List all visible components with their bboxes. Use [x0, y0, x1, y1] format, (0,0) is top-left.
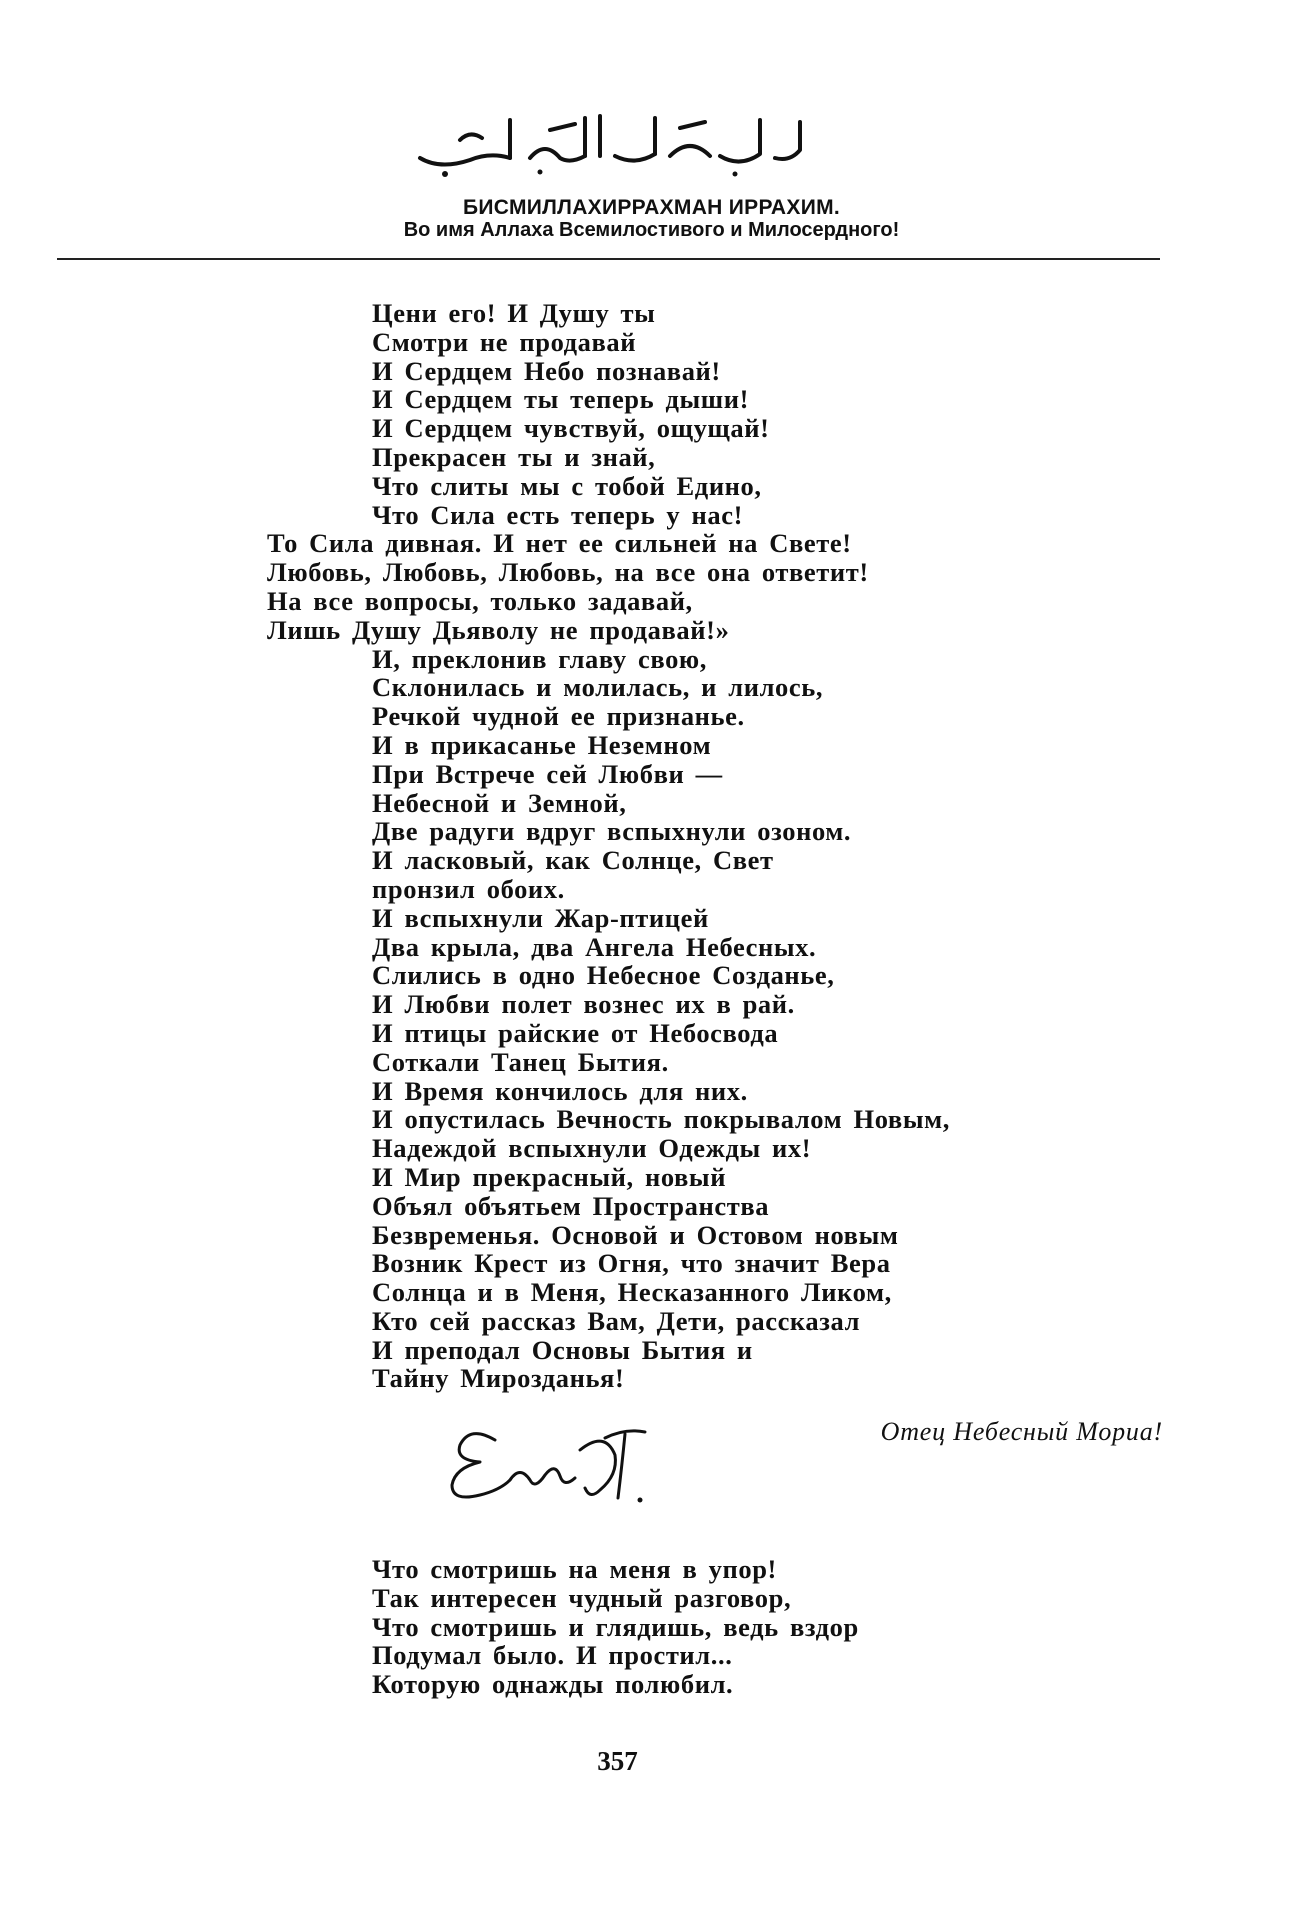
header-subtitle: Во имя Аллаха Всемилостивого и Милосердного!: [403, 219, 900, 241]
poem-line: Лишь Душу Дьяволу не продавай!»: [267, 614, 730, 645]
poem-line: Солнца и в Меня, Несказанного Ликом,: [372, 1277, 892, 1308]
header-title: БИСМИЛЛАХИРРАХМАН ИРРАХИМ.: [462, 196, 841, 219]
poem-line: И Любви полет вознес их в рай.: [372, 989, 795, 1020]
poem-line: Небесной и Земной,: [372, 787, 627, 818]
poem-line: Кто сей рассказ Вам, Дети, рассказал: [372, 1305, 861, 1336]
poem-line: Слились в одно Небесное Созданье,: [372, 960, 835, 991]
poem-line: И, преклонив главу свою,: [372, 643, 707, 674]
poem-line: На все вопросы, только задавай,: [267, 585, 693, 616]
poem-line: Прекрасен ты и знай,: [372, 441, 656, 472]
poem-line: И Сердцем ты теперь дыши!: [372, 384, 750, 415]
page-number: 357: [597, 1746, 638, 1776]
poem-line: И вспыхнули Жар-птицей: [372, 902, 709, 933]
poem-line: Что смотришь и глядишь, ведь вздор: [372, 1611, 859, 1642]
poem-line: пронзил обоих.: [372, 873, 565, 904]
poem-line: Что слиты мы с тобой Едино,: [372, 470, 762, 501]
poem-line: И преподал Основы Бытия и: [372, 1334, 753, 1365]
signature-caption: Отец Небесный Мориа!: [880, 1417, 1163, 1446]
poem-line: При Встрече сей Любви —: [372, 758, 723, 789]
poem-line: Два крыла, два Ангела Небесных.: [372, 931, 817, 962]
poem-line: Возник Крест из Огня, что значит Вера: [372, 1248, 891, 1279]
poem-line: Речкой чудной ее признанье.: [372, 701, 745, 732]
poem-line: Надеждой вспыхнули Одежды их!: [372, 1133, 812, 1164]
poem-line: И Сердцем Небо познавай!: [372, 355, 721, 386]
poem-line: И в прикасанье Неземном: [372, 729, 712, 760]
poem-line: То Сила дивная. И нет ее сильней на Свете!: [267, 528, 852, 559]
poem-line: Тайну Мирозданья!: [372, 1363, 625, 1394]
poem-line: И опустилась Вечность покрывалом Новым,: [372, 1104, 950, 1135]
poem-line: И Время кончилось для них.: [372, 1075, 748, 1106]
arabic-calligraphy-basmala: [400, 100, 820, 180]
poem-line: Безвременья. Основой и Остовом новым: [372, 1219, 899, 1250]
poem-line: Соткали Танец Бытия.: [372, 1046, 669, 1077]
handwritten-signature: [440, 1410, 700, 1520]
poem-line: Что Сила есть теперь у нас!: [372, 499, 744, 530]
poem-line: Две радуги вдруг вспыхнули озоном.: [372, 816, 852, 847]
poem-line: Которую однажды полюбил.: [372, 1669, 734, 1700]
poem-second: [372, 1555, 859, 1699]
poem-line: Любовь, Любовь, Любовь, на все она ответит!: [267, 557, 869, 588]
poem-line: И Мир прекрасный, новый: [372, 1161, 727, 1192]
header-divider: [57, 258, 1160, 260]
poem-line: Что смотришь на меня в упор!: [372, 1554, 777, 1584]
poem-line: И птицы райские от Небосвода: [372, 1017, 779, 1048]
poem-main: [267, 299, 950, 1393]
poem-line: И Сердцем чувствуй, ощущай!: [372, 413, 770, 444]
poem-line: Объял объятьем Пространства: [372, 1190, 770, 1221]
poem-line: Смотри не продавай: [372, 326, 637, 357]
poem-line: И ласковый, как Солнце, Свет: [372, 845, 774, 876]
poem-line: Склонилась и молилась, и лилось,: [372, 672, 824, 703]
poem-line: Цени его! И Душу ты: [372, 298, 656, 328]
poem-line: Так интересен чудный разговор,: [372, 1582, 792, 1613]
poem-line: Подумал было. И простил...: [372, 1640, 733, 1671]
